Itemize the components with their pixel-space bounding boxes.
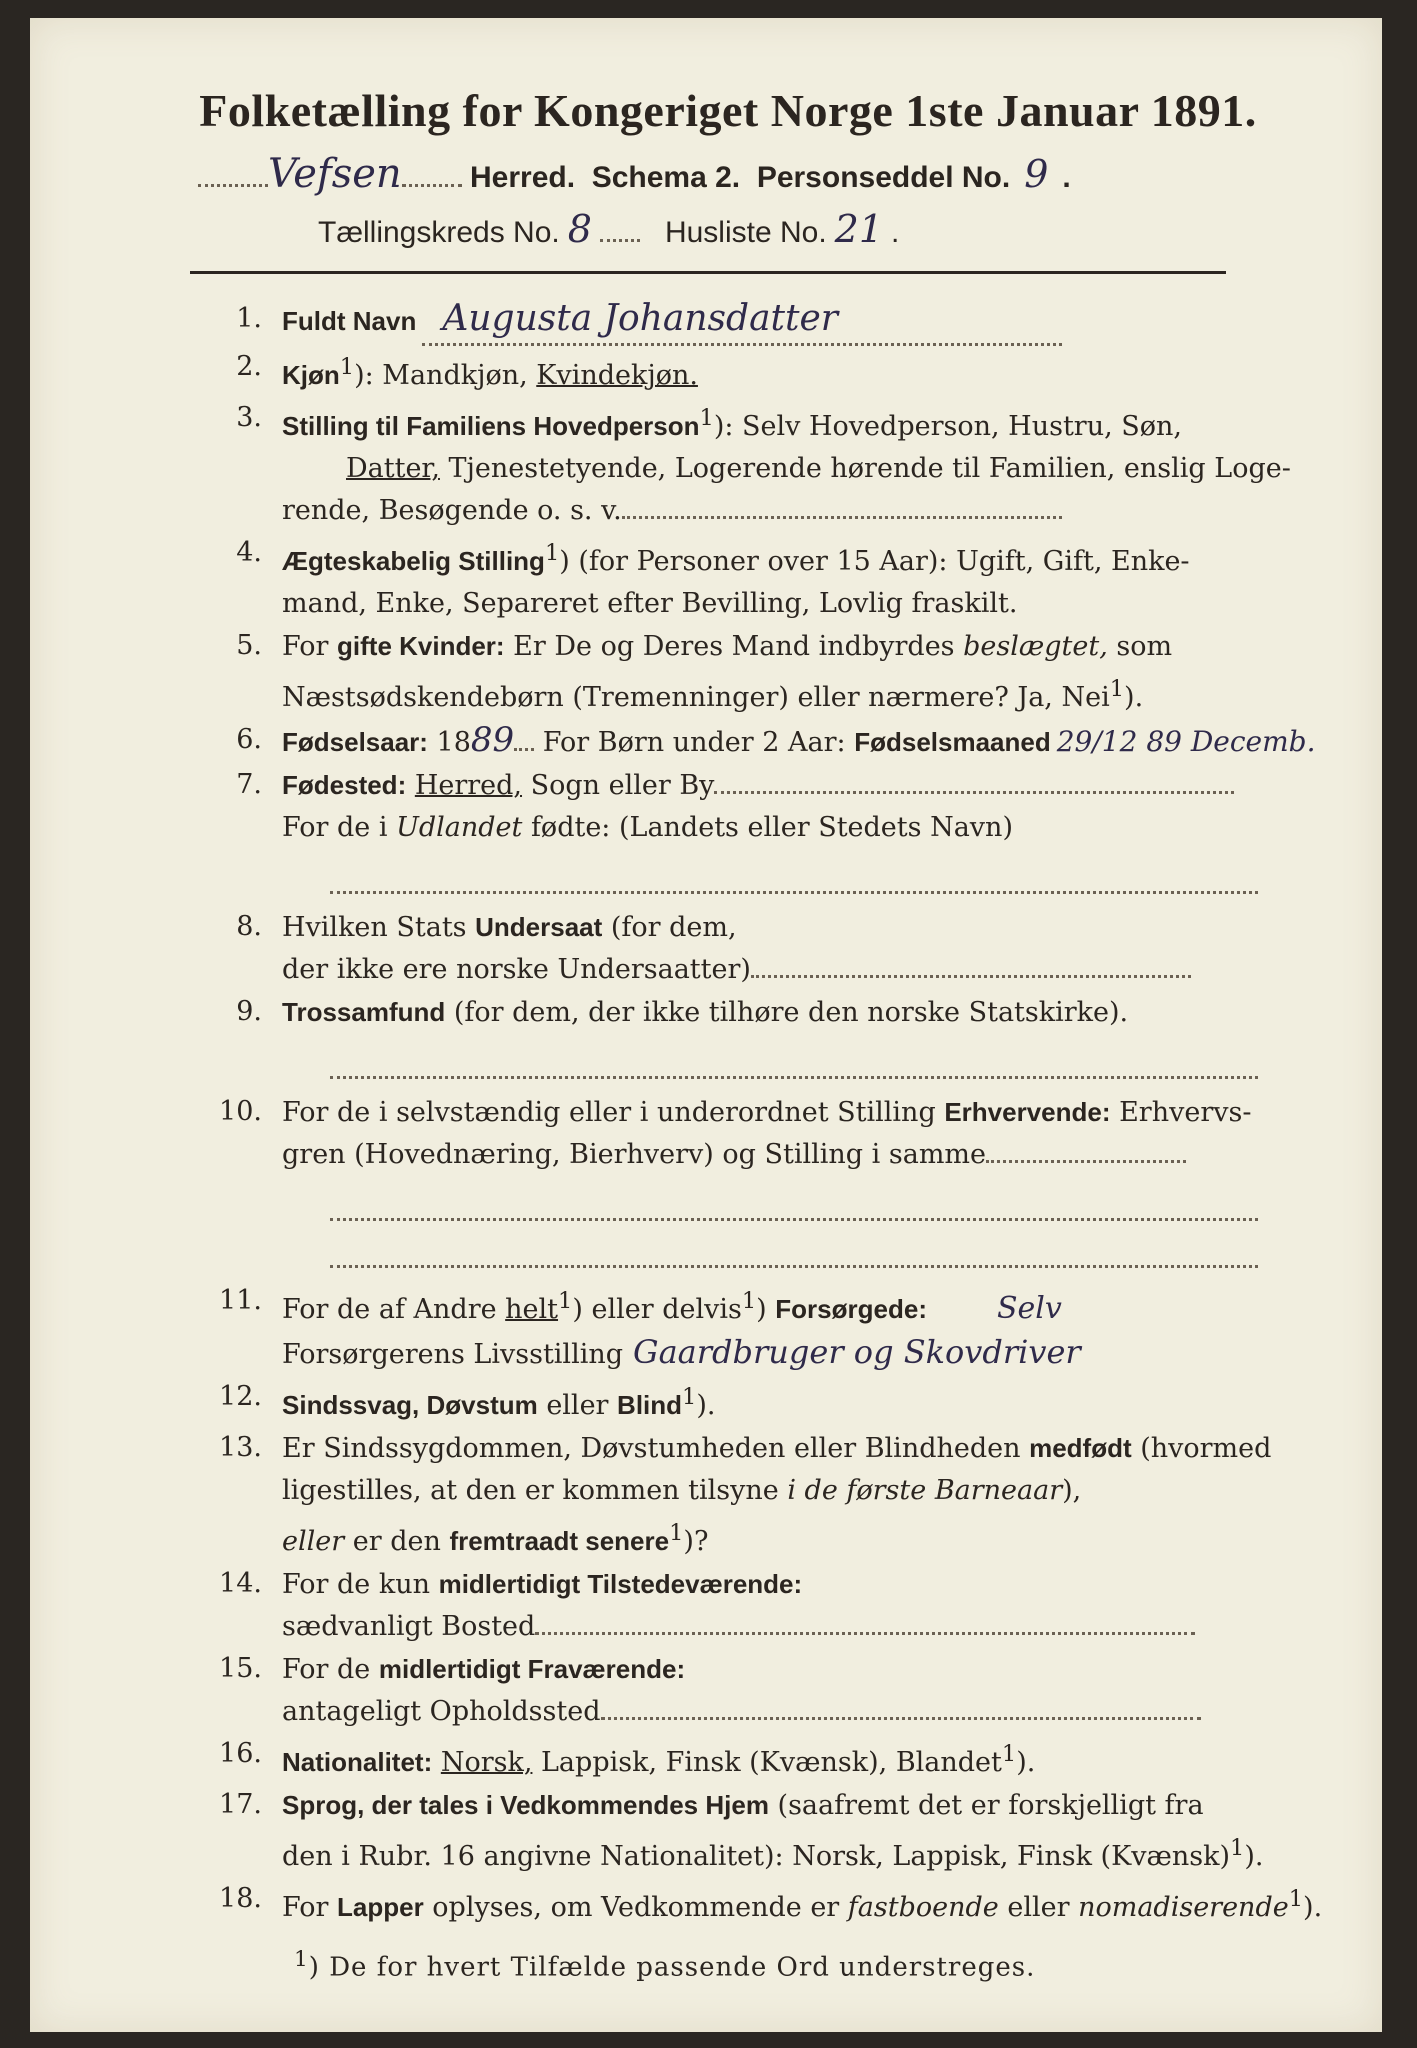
blank-line	[330, 849, 1258, 894]
dependent-selected-option: helt	[505, 1294, 559, 1325]
item-6-birth-year: 6. Fødselsaar: 1889 For Børn under 2 Aar: Fødselsmaaned 29/12 89 Decemb.	[236, 720, 1316, 760]
kreds-label: Tællingskreds No.	[318, 216, 560, 249]
dotted-fill	[402, 184, 462, 187]
item-2-sex: 2. Kjøn$^1$): Mandkjøn, Kvindekjøn.	[236, 351, 698, 391]
provider-occupation-handwritten: Gaardbruger og Skovdriver	[633, 1333, 1081, 1371]
item-5-married-women: 5. For gifte Kvinder: Er De og Deres Mand indbyrdes beslægtet, som Næstsødskendebørn (Tremenninger) eller nærmere? Ja, Nei$^1$).	[236, 630, 1173, 713]
item-17-language: 17. Sprog, der tales i Vedkommendes Hjem (saafremt det er forskjelligt fra den i Rubr. 16 angivne Nationalitet): Norsk, Lappisk, Finsk (Kvænsk)$^1$).	[219, 1789, 1264, 1872]
blank-line	[330, 1034, 1258, 1079]
husliste-label: Husliste No.	[664, 216, 827, 249]
dotted-fill	[198, 184, 268, 187]
item-3-family-position: 3. Stilling til Familiens Hovedperson$^1$): Selv Hovedperson, Hustru, Søn, Datter, Tjenestetyende, Logerende hørende til Familien, enslig Loge- rende, Besøgende o. s. v.	[236, 402, 1291, 526]
birthplace-selected-option: Herred,	[414, 770, 523, 801]
census-form-sheet	[30, 18, 1382, 2032]
blank-line	[330, 1176, 1258, 1221]
item-15-temporary-absent: 15. For de midlertidigt Fraværende: antageligt Opholdssted	[198, 1648, 1258, 1733]
herred-handwritten: Vefsen	[268, 151, 402, 197]
sex-selected-option: Kvindekjøn.	[536, 360, 698, 391]
item-16-nationality: 16. Nationalitet: Norsk, Lappisk, Finsk (Kvænsk), Blandet$^1$).	[219, 1738, 1036, 1778]
personseddel-label: Personseddel No.	[756, 161, 1011, 194]
birth-month-handwritten: 29/12 89 Decemb.	[1056, 725, 1316, 758]
dotted-fill	[600, 239, 640, 242]
name-field	[422, 298, 1062, 346]
item-9-religion: 9. Trossamfund (for dem, der ikke tilhøre den norske Statskirke).	[236, 996, 1129, 1028]
item-14-temporary-present: 14. For de kun midlertidigt Tilstedeværende: sædvanligt Bosted	[198, 1563, 1258, 1648]
position-selected-option: Datter,	[346, 453, 440, 484]
item-18-lapps: 18. For Lapper oplyses, om Vedkommende er fastboende eller nomadiserende$^1$).	[219, 1883, 1323, 1923]
form-title: Folketælling for Kongeriget Norge 1ste Januar 1891.	[199, 85, 1257, 136]
form-content	[198, 84, 1323, 1983]
herred-label: Herred.	[470, 161, 576, 194]
header-line-1: Vefsen Herred. Schema 2. Personseddel No. 9 .	[198, 151, 1258, 197]
name-handwritten: Augusta Johansdatter	[442, 298, 838, 339]
header-line-2: Tællingskreds No. 8 Husliste No. 21 .	[318, 207, 900, 251]
item-7-birthplace: 7. Fødested: Herred, Sogn eller By For de i Udlandet fødte: (Landets eller Stedets Navn)	[198, 764, 1258, 849]
item-8-citizenship: 8. Hvilken Stats Undersaat (for dem, der ikke ere norske Undersaatter)	[198, 906, 1258, 991]
kreds-number: 8	[567, 207, 592, 251]
item-10-occupation: 10. For de i selvstændig eller i underordnet Stilling Erhvervende: Erhvervs- gren (Hovednæring, Bierhverv) og Stilling i samme	[219, 1096, 1252, 1170]
item-4-marital-status: 4. Ægteskabelig Stilling$^1$) (for Personer over 15 Aar): Ugift, Gift, Enke- mand, Enke, Separeret efter Bevilling, Lovlig fraskilt.	[236, 537, 1190, 619]
item-1-full-name: 1. Fuldt Navn Augusta Johansdatter	[198, 298, 1258, 346]
blank-line	[330, 1223, 1258, 1268]
personseddel-number: 9	[1024, 152, 1049, 196]
nationality-selected-option: Norsk,	[440, 1747, 533, 1778]
schema-label: Schema 2.	[591, 161, 741, 194]
birth-year-handwritten: 89	[470, 720, 515, 760]
item-11-dependents: 11. For de af Andre helt$^1$) eller delvis$^1$) Forsørgede: Selv Forsørgerens Livsstilling Gaardbruger og Skovdriver	[219, 1285, 1081, 1371]
header-divider	[190, 271, 1226, 274]
dependent-handwritten-note: Selv	[996, 1291, 1062, 1326]
item-13-congenital: 13. Er Sindssygdommen, Døvstumheden eller Blindheden medfødt (hvormed ligestilles, at den er kommen tilsyne i de første Barneaar), eller er den fremtraadt senere$^1$)?	[219, 1432, 1272, 1557]
husliste-number: 21	[834, 207, 884, 251]
footnote: $^1$) De for hvert Tilfælde passende Ord understreges.	[294, 1947, 1036, 1983]
item-12-disabilities: 12. Sindssvag, Døvstum eller Blind$^1$).	[219, 1381, 716, 1421]
